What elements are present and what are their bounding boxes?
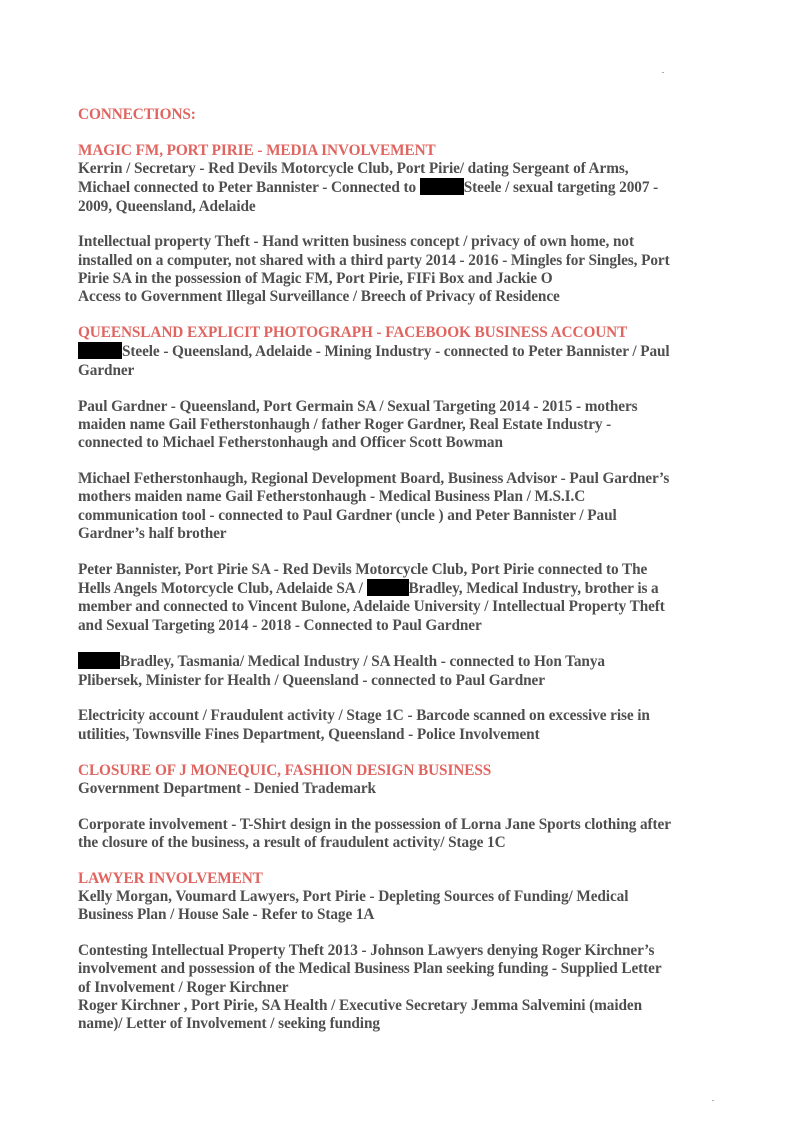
text-line <box>78 942 718 960</box>
text-segment: Steele / sexual targeting 2007 - <box>463 179 659 197</box>
text-segment: and Sexual Targeting 2014 - 2018 - Connected to Paul Gardner <box>78 616 482 634</box>
text-line <box>78 561 718 579</box>
paragraph <box>78 780 718 798</box>
text-segment: Corporate involvement - T-Shirt design in the possession of Lorna Jane Sports clothing after <box>78 815 671 833</box>
paragraph <box>78 652 718 690</box>
paragraph <box>78 942 718 1033</box>
section-heading: MAGIC FM, PORT PIRIE - MEDIA INVOLVEMENT <box>78 141 436 159</box>
paragraph <box>78 398 718 453</box>
text-line <box>78 997 718 1015</box>
text-segment: Electricity account / Fraudulent activity / Stage 1C - Barcode scanned on excessive rise in <box>78 707 650 725</box>
paragraph <box>78 233 718 306</box>
text-segment: Government Department - Denied Trademark <box>78 779 376 797</box>
paragraph <box>78 470 718 543</box>
text-line <box>78 652 718 671</box>
text-segment: Kelly Morgan, Voumard Lawyers, Port Pirie - Depleting Sources of Funding/ Medical <box>78 888 629 905</box>
document-body <box>78 142 718 1034</box>
text-segment: Intellectual property Theft - Hand written business concept / privacy of own home, not <box>78 233 634 251</box>
text-line <box>78 960 718 978</box>
section-heading: LAWYER INVOLVEMENT <box>78 869 263 887</box>
text-segment: Kerrin / Secretary - Red Devils Motorcycle Club, Port Pirie/ dating Sergeant of Arms, <box>78 160 629 178</box>
text-line <box>78 288 718 306</box>
text-line <box>78 488 718 506</box>
paragraph <box>78 342 718 380</box>
text-segment: Access to Government Illegal Surveillance / Breech of Privacy of Residence <box>78 288 560 306</box>
text-segment: Gardner’s half brother <box>78 524 227 542</box>
text-line <box>78 398 718 416</box>
text-segment: name)/ Letter of Involvement / seeking funding <box>78 1015 380 1033</box>
paragraph <box>78 561 718 635</box>
text-segment: Business Plan / House Sale - Refer to Stage 1A <box>78 906 375 924</box>
text-line <box>78 598 718 616</box>
redaction-box <box>78 342 122 359</box>
text-line <box>78 507 718 525</box>
text-line <box>78 470 718 488</box>
paragraph <box>78 816 718 853</box>
text-line <box>78 160 718 178</box>
text-segment: of Involvement / Roger Kirchner <box>78 978 289 996</box>
text-line <box>78 198 718 216</box>
text-segment: Bradley, Tasmania/ Medical Industry / SA Health - connected to Hon Tanya <box>120 653 605 671</box>
text-line <box>78 178 718 197</box>
scan-speck <box>662 72 664 73</box>
text-line <box>78 888 718 906</box>
text-line <box>78 434 718 452</box>
text-segment: Roger Kirchner , Port Pirie, SA Health / Executive Secretary Jemma Salvemini (maiden <box>78 996 642 1014</box>
text-segment: Hells Angels Motorcycle Club, Adelaide SA / <box>78 579 367 597</box>
text-segment: Michael connected to Peter Bannister - Connected to <box>78 179 420 197</box>
text-segment: maiden name Gail Fetherstonhaugh / father Roger Gardner, Real Estate Industry - <box>78 415 612 433</box>
text-line <box>78 416 718 434</box>
redaction-box <box>367 579 409 596</box>
section-heading: CLOSURE OF J MONEQUIC, FASHION DESIGN BUSINESS <box>78 761 492 779</box>
text-line <box>78 362 718 380</box>
text-segment: 2009, Queensland, Adelaide <box>78 197 256 215</box>
text-line <box>78 525 718 543</box>
text-line <box>78 816 718 834</box>
text-line <box>78 834 718 852</box>
text-line <box>78 979 718 997</box>
text-segment: installed on a computer, not shared with a third party 2014 - 2016 - Mingles for Singles, Port <box>78 251 670 269</box>
scan-speck <box>712 1100 714 1101</box>
text-segment: Peter Bannister, Port Pirie SA - Red Devils Motorcycle Club, Port Pirie connected to The <box>78 560 648 578</box>
text-segment: Contesting Intellectual Property Theft 2013 - Johnson Lawyers denying Roger Kirchner’s <box>78 942 655 960</box>
section-heading: QUEENSLAND EXPLICIT PHOTOGRAPH - FACEBOOK BUSINESS ACCOUNT <box>78 324 628 342</box>
text-segment: the closure of the business, a result of fraudulent activity/ Stage 1C <box>78 833 506 851</box>
paragraph <box>78 888 718 925</box>
text-line <box>78 726 718 744</box>
text-line <box>78 672 718 690</box>
redaction-box <box>78 652 120 669</box>
text-segment: member and connected to Vincent Bulone, Adelaide University / Intellectual Property Theft <box>78 598 665 616</box>
text-segment: Plibersek, Minister for Health / Queensland - connected to Paul Gardner <box>78 671 545 689</box>
text-line <box>78 252 718 270</box>
document-title: CONNECTIONS: <box>78 106 196 123</box>
text-segment: Michael Fetherstonhaugh, Regional Development Board, Business Advisor - Paul Gardner’s <box>78 469 670 487</box>
text-segment: Pirie SA in the possession of Magic FM, Port Pirie, FIFi Box and Jackie O <box>78 270 553 288</box>
text-segment: involvement and possession of the Medical Business Plan seeking funding - Supplied Letter <box>78 960 662 978</box>
text-segment: Gardner <box>78 361 135 379</box>
paragraph <box>78 707 718 744</box>
redaction-box <box>420 178 464 195</box>
text-line <box>78 270 718 288</box>
text-line <box>78 233 718 251</box>
text-segment: utilities, Townsville Fines Department, Queensland - Police Involvement <box>78 725 540 743</box>
text-segment: connected to Michael Fetherstonhaugh and Officer Scott Bowman <box>78 434 503 452</box>
text-line <box>78 1015 718 1033</box>
text-segment: Paul Gardner - Queensland, Port Germain SA / Sexual Targeting 2014 - 2015 - mothers <box>78 397 638 415</box>
text-segment: Steele - Queensland, Adelaide - Mining Industry - connected to Peter Bannister / Paul <box>122 343 670 361</box>
document-page <box>78 106 718 1034</box>
text-line <box>78 342 718 361</box>
text-line <box>78 579 718 598</box>
paragraph <box>78 160 718 216</box>
text-line <box>78 780 718 798</box>
text-segment: communication tool - connected to Paul Gardner (uncle ) and Peter Bannister / Paul <box>78 506 617 524</box>
text-line <box>78 617 718 635</box>
text-segment: Bradley, Medical Industry, brother is a <box>408 579 659 597</box>
text-segment: mothers maiden name Gail Fetherstonhaugh - Medical Business Plan / M.S.I.C <box>78 488 586 506</box>
text-line <box>78 707 718 725</box>
text-line <box>78 906 718 924</box>
